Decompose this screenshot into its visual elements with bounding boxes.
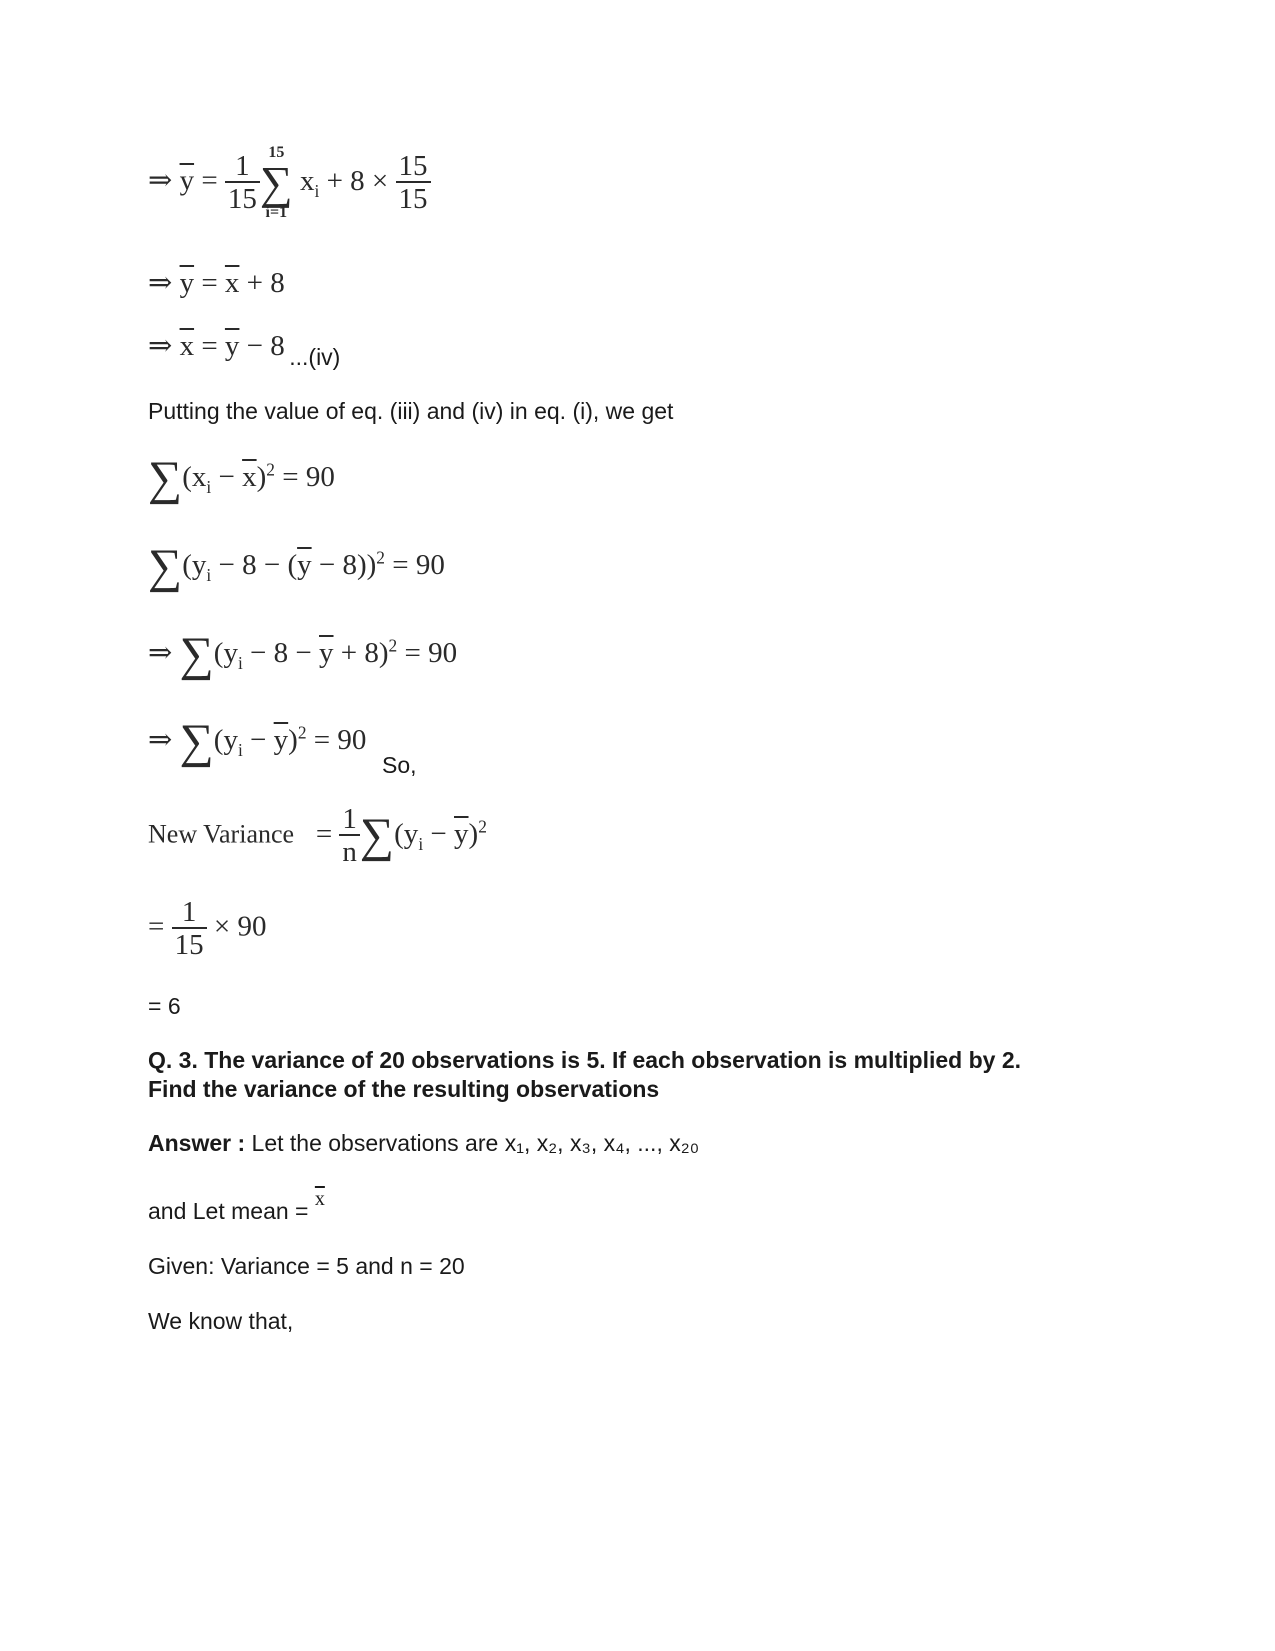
- given-text: Given: Variance = 5 and n = 20: [148, 1253, 465, 1279]
- answer-line: [148, 1130, 699, 1157]
- sum-equation-x: $\sum(x_i - \overline{x})^2 = 90$: [148, 452, 335, 505]
- equation-y-bar-sum: ⇒ $\overline{y}$ = $\frac{1}{15}$ 15 ∑ i=1 $x_i + 8$ × $\frac{15}{15}$: [148, 145, 431, 221]
- equation-y-bar-equals-x-bar-plus-8: ⇒ $\overline{y} = \overline{x} + 8$: [148, 267, 285, 299]
- putting-values-text: Putting the value of eq. (iii) and (iv) in eq. (i), we get: [148, 398, 674, 424]
- question-title-line-1: Q. 3. The variance of 20 observations is 5. If each observation is multiplied by 2.: [148, 1047, 1022, 1073]
- result-text: = 6: [148, 993, 181, 1019]
- question-3-title: [148, 1046, 1021, 1104]
- question-title-line-2: Find the variance of the resulting observations: [148, 1076, 660, 1102]
- answer-text: Let the observations are: [251, 1130, 499, 1156]
- we-know-text: We know that,: [148, 1308, 294, 1334]
- sum-equation-substituted: $\sum(y_i - 8 - (\overline{y} - 8))^2 = 90$: [148, 540, 445, 593]
- observations-list: x₁, x₂, x₃, x₄, ..., x₂₀: [504, 1130, 700, 1156]
- mean-text: and Let mean =: [148, 1198, 309, 1224]
- calculation-equation: = $\frac{1}{15}$ × 90: [148, 896, 267, 961]
- equation-x-bar-equals-y-bar-minus-8: ⇒ $\overline{x} = \overline{y} - 8$ ...(iv): [148, 330, 341, 370]
- new-variance-label: New Variance: [148, 819, 295, 849]
- so-text: So,: [382, 752, 417, 778]
- sum-equation-simplified: ⇒ $\sum(y_i - \overline{y})^2 = 90$: [148, 715, 367, 768]
- new-variance-equation: [148, 805, 487, 867]
- equation-tag: ...(iv): [289, 344, 341, 370]
- mean-line: [148, 1188, 325, 1225]
- answer-label: Answer :: [148, 1130, 246, 1156]
- sum-equation-expanded: ⇒ $\sum(y_i - 8 - \overline{y} + 8)^2 = 90$: [148, 628, 458, 681]
- mean-symbol: $\overline{x}$: [314, 1188, 325, 1210]
- new-variance-expression: = $\frac{1}{n}$ $\sum(y_i - \overline{y})^2$: [301, 803, 487, 868]
